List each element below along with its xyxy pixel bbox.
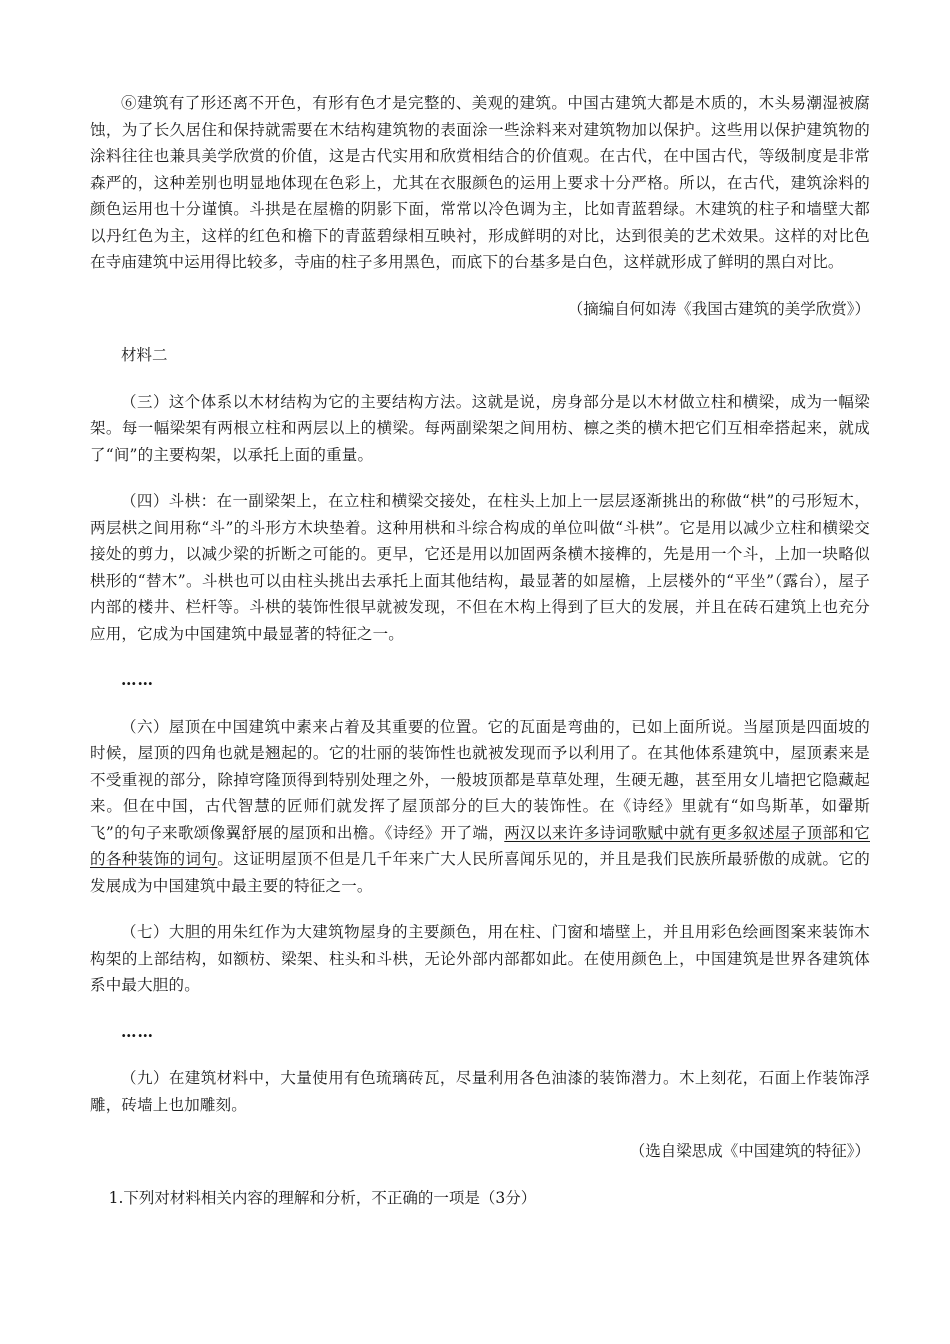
- material-two-source: （选自梁思成《中国建筑的特征》）: [629, 1142, 870, 1160]
- material-one-paragraph-6: ⑥建筑有了形还离不开色，有形有色才是完整的、美观的建筑。中国古建筑大都是木质的，木头易潮湿被腐蚀，为了长久居住和保持就需要在木结构建筑物的表面涂一些涂料来对建筑物加以保护。这些用以保护建筑物的涂料往往也兼具美学欣赏的价值，这是古代实用和欣赏相结合的价值观。在古代，在中国古代，等级制度是非常森严的，这种差别也明显地体现在色彩上，尤其在衣服颜色的运用上要求十分严格。所以，在古代，建筑涂料的颜色运用也十分谨慎。斗拱是在屋檐的阴影下面，常常以冷色调为主，比如青蓝碧绿。木建筑的柱子和墙壁大都以丹红色为主，这样的红色和檐下的青蓝碧绿相互映衬，形成鲜明的对比，达到很美的艺术效果。这样的对比色在寺庙建筑中运用得比较多，寺庙的柱子多用黑色，而底下的台基多是白色，这样就形成了鲜明的黑白对比。: [90, 94, 870, 271]
- document-page: [90, 90, 870, 1211]
- ellipsis-1: ……: [121, 670, 154, 689]
- paragraph-6-underlined-text: 两汉以来许多诗词歌赋中就有更多叙述屋子顶部和它的各种装饰的词句: [90, 823, 870, 868]
- question-1: 1.下列对材料相关内容的理解和分析，不正确的一项是（3分）: [108, 1188, 537, 1207]
- ellipsis-2: ……: [121, 1021, 154, 1041]
- material-two-heading: 材料二: [121, 346, 168, 364]
- material-two-paragraph-7: （七）大胆的用朱红作为大建筑物屋身的主要颜色，用在柱、门窗和墙壁上，并且用彩色绘画图案来装饰木构架的上部结构，如额枋、梁架、柱头和斗栱，无论外部内部都如此。在使用颜色上，中国建筑是世界各建筑体系中最大胆的。: [90, 923, 870, 994]
- material-two-paragraph-6: [90, 714, 870, 900]
- paragraph-6-text-after: 。这证明屋顶不但是几千年来广大人民所喜闻乐见的，并且是我们民族所最骄傲的成就。它的发展成为中国建筑中最主要的特征之一。: [90, 850, 870, 895]
- material-two-paragraph-3: （三）这个体系以木材结构为它的主要结构方法。这就是说，房身部分是以木材做立柱和横梁，成为一幅梁架。每一幅梁架有两根立柱和两层以上的横梁。每两副梁架之间用枋、檩之类的横木把它们互相牵搭起来，就成了“间”的主要构架，以承托上面的重量。: [90, 392, 870, 464]
- material-two-paragraph-9: （九）在建筑材料中，大量使用有色琉璃砖瓦，尽量利用各色油漆的装饰潜力。木上刻花，石面上作装饰浮雕，砖墙上也加雕刻。: [90, 1069, 870, 1114]
- material-one-source: （摘编自何如涛《我国古建筑的美学欣赏》）: [567, 299, 870, 318]
- paragraph-6-text-before: （六）屋顶在中国建筑中素来占着及其重要的位置。它的瓦面是弯曲的，已如上面所说。当屋顶是四面坡的时候，屋顶的四角也就是翘起的。它的壮丽的装饰性也就被发现而予以利用了。在其他体系建筑中，屋顶素来是不受重视的部分，除掉穹隆顶得到特别处理之外，一般坡顶都是草草处理，生硬无趣，甚至用女儿墙把它隐藏起来。但在中国，古代智慧的匠师们就发挥了屋顶部分的巨大的装饰性。在《诗经》里就有“如鸟斯革，如翬斯飞”的句子来歌颂像翼舒展的屋顶和出檐。《诗经》开了端，: [90, 717, 870, 842]
- material-two-paragraph-4: （四）斗栱：在一副梁架上，在立柱和横梁交接处，在柱头上加上一层层逐渐挑出的称做“栱”的弓形短木，两层栱之间用称“斗”的斗形方木块垫着。这种用栱和斗综合构成的单位叫做“斗栱”。它是用以减少立柱和横梁交接处的剪力，以减少梁的折断之可能的。更早，它还是用以加固两条横木接榫的，先是用一个斗，上加一块略似栱形的“替木”。斗栱也可以由柱头挑出去承托上面其他结构，最显著的如屋檐，上层楼外的“平坐”（露台），屋子内部的楼井、栏杆等。斗栱的装饰性很早就被发现，不但在木构上得到了巨大的发展，并且在砖石建筑上也充分应用，它成为中国建筑中最显著的特征之一。: [90, 492, 870, 643]
